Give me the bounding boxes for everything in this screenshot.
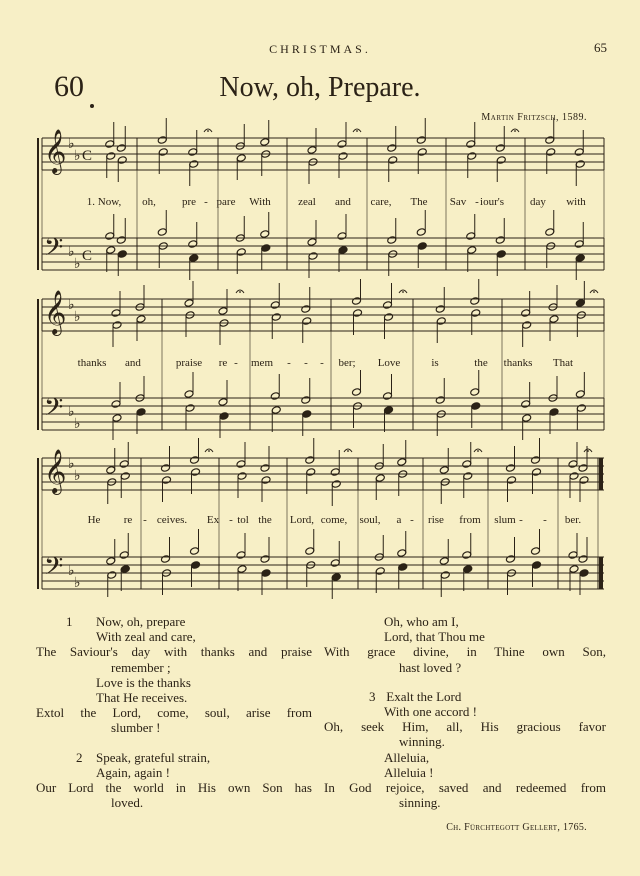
stanza-column-left [36, 614, 312, 810]
note-head [522, 414, 532, 423]
note-head [338, 152, 348, 161]
stanza-3-line-3: Oh, seek Him, all, His gracious favor [324, 719, 606, 735]
note-head [575, 390, 585, 399]
note-head [189, 254, 199, 263]
note-head [576, 404, 586, 413]
note-head [271, 313, 281, 322]
note-head [532, 468, 542, 477]
note-head [384, 406, 394, 415]
note-head [471, 402, 481, 411]
note-head [188, 240, 198, 249]
lyric-syllable: from [459, 514, 481, 526]
fermata-dot [402, 291, 404, 293]
stanza-1-line-4: remember ; [111, 659, 171, 675]
note-head [190, 456, 200, 465]
note-head [384, 313, 394, 322]
note-head [506, 555, 516, 564]
page-number: 65 [594, 40, 607, 55]
lyric-syllable: come, [320, 514, 348, 526]
lyric-syllable: - [410, 514, 414, 526]
lyric-syllable: and [335, 196, 351, 208]
note-head [120, 472, 130, 481]
note-head [578, 555, 588, 564]
note-head [496, 156, 506, 165]
flat-sign: ♭ [68, 297, 75, 313]
note-head [337, 140, 347, 149]
lyric-syllable: - [304, 357, 308, 369]
fermata-dot [347, 450, 349, 452]
stanza-3-line-4: winning. [399, 734, 445, 750]
note-head [191, 468, 201, 477]
note-head [416, 136, 426, 145]
lyric-syllable: the [474, 357, 488, 369]
stanza-1-line-8: slumber ! [111, 720, 161, 736]
note-head [117, 250, 127, 259]
lyric-syllable: Ex [206, 514, 220, 526]
stanza-2-line-2: Again, again ! [96, 764, 171, 780]
stanza-2-line-8: hast loved ? [399, 659, 462, 675]
note-head [462, 460, 472, 469]
note-head [462, 551, 472, 560]
lyric-syllable: soul, [359, 514, 381, 526]
note-head [301, 305, 311, 314]
hymn-number: 60 [54, 70, 84, 103]
note-head [439, 557, 449, 566]
lyric-syllable: ber. [564, 514, 582, 526]
note-head [136, 408, 146, 417]
lyric-syllable: mem [251, 357, 273, 369]
underlay-system-1 [0, 196, 640, 212]
note-head [112, 414, 122, 423]
hymn-title: Now, oh, Prepare. [219, 72, 421, 103]
note-head [568, 551, 578, 560]
note-head [106, 557, 116, 566]
note-head [330, 559, 340, 568]
note-head [236, 551, 246, 560]
note-head [435, 396, 445, 405]
note-head [569, 472, 579, 481]
lyric-syllable: re [123, 514, 133, 526]
lyric-syllable: rise [428, 514, 444, 526]
composer-credit: Martin Fritzsch, 1589. [481, 112, 587, 123]
note-head [575, 160, 585, 169]
note-head [261, 569, 271, 578]
stanza-1-line-7: Extol the Lord, come, soul, arise from [36, 705, 312, 721]
stanza-1-line-2: With zeal and care, [96, 629, 196, 645]
lyric-syllable: zeal [298, 196, 316, 208]
note-head [236, 154, 246, 163]
flat-sign: ♭ [68, 136, 75, 152]
fermata-dot [356, 130, 358, 132]
note-head [270, 392, 280, 401]
note-head [507, 476, 517, 485]
note-head [120, 565, 130, 574]
note-head [417, 148, 427, 157]
note-head [397, 549, 407, 558]
flat-sign: ♭ [74, 309, 81, 325]
bass-clef: 𝄢 [44, 233, 64, 268]
note-head [579, 569, 589, 578]
note-head [106, 466, 116, 475]
stanza-2-line-3: Our Lord the world in His own Son has [36, 780, 312, 796]
note-head [302, 410, 312, 419]
note-head [352, 388, 362, 397]
note-head [569, 565, 579, 574]
note-head [218, 307, 228, 316]
note-head [237, 565, 247, 574]
lyric-syllable: care, [370, 196, 392, 208]
lyric-syllable: - [320, 357, 324, 369]
fermata-dot [587, 450, 589, 452]
note-head [375, 567, 385, 576]
note-head [236, 248, 246, 257]
lyric-syllable: That [552, 357, 574, 369]
note-head [302, 317, 312, 326]
lyric-syllable: tol [237, 514, 249, 526]
note-head [191, 561, 201, 570]
fermata-dot [208, 450, 210, 452]
note-head [463, 472, 473, 481]
stanza-2-line-6: Lord, that Thou me [384, 629, 485, 645]
lyric-syllable: - [287, 357, 291, 369]
note-head [545, 228, 555, 237]
note-head [575, 254, 585, 263]
lyric-syllable: thanks [503, 357, 533, 369]
fermata-dot [514, 130, 516, 132]
stanza-3-line-6: Alleluia ! [384, 764, 434, 780]
note-head [157, 228, 167, 237]
running-title: CHRISTMAS. [269, 42, 371, 56]
note-head [549, 408, 559, 417]
note-head [119, 460, 129, 469]
fermata-dot [239, 291, 241, 293]
flat-sign: ♭ [68, 563, 75, 579]
note-head [305, 547, 315, 556]
note-head [338, 246, 348, 255]
note-head [136, 315, 146, 324]
lyric-syllable: - [475, 196, 479, 208]
note-head [531, 456, 541, 465]
note-head [271, 406, 281, 415]
flat-sign: ♭ [74, 416, 81, 432]
note-head [161, 555, 171, 564]
note-head [261, 476, 271, 485]
author-credit: Ch. Fürchtegott Gellert, 1765. [446, 822, 587, 833]
lyric-syllable: Love [377, 357, 401, 369]
lyric-syllable: Sav [449, 196, 467, 208]
note-head [184, 390, 194, 399]
stanza-3-line-1: 3 Exalt the Lord [369, 688, 462, 704]
note-head [568, 460, 578, 469]
note-head [116, 236, 126, 245]
note-head [574, 148, 584, 157]
note-head [495, 144, 505, 153]
note-head [466, 140, 476, 149]
underlay-system-3 [0, 514, 640, 530]
note-head [546, 148, 556, 157]
note-head [189, 160, 199, 169]
flat-sign: ♭ [74, 148, 81, 164]
stanza-3-line-2: With one accord ! [384, 704, 477, 720]
note-head [466, 232, 476, 241]
lyric-syllable: pare [216, 196, 236, 208]
stanza-1-line-6: That He receives. [96, 690, 188, 706]
lyric-syllable: - [204, 196, 208, 208]
lyric-syllable: The [410, 196, 428, 208]
fermata-dot [207, 130, 209, 132]
bass-clef: 𝄢 [44, 393, 64, 428]
note-head [307, 146, 317, 155]
note-head [105, 232, 115, 241]
lyric-syllable: praise [175, 357, 203, 369]
note-head [117, 156, 127, 165]
note-head [435, 305, 445, 314]
note-head [383, 301, 393, 310]
note-head [331, 573, 341, 582]
note-head [574, 240, 584, 249]
note-head [352, 297, 362, 306]
note-head [305, 456, 315, 465]
lyric-syllable: - [229, 514, 233, 526]
flat-sign: ♭ [68, 244, 75, 260]
lyric-syllable: He [87, 514, 101, 526]
note-head [331, 480, 341, 489]
note-head [119, 551, 129, 560]
note-head [161, 464, 171, 473]
note-head [307, 238, 317, 247]
stanza-2-line-4: loved. [111, 795, 144, 811]
stanza-1-line-1: 1 Now, oh, prepare [66, 614, 186, 629]
note-head [308, 252, 318, 261]
note-head [545, 136, 555, 145]
note-head [301, 396, 311, 405]
note-head [111, 309, 121, 318]
note-head [260, 464, 270, 473]
stanza-column-right [324, 614, 606, 810]
note-head [157, 136, 167, 145]
note-head [549, 315, 559, 324]
lyric-syllable: iour's [480, 196, 504, 208]
flat-sign: ♭ [68, 456, 75, 472]
stanza-2-line-7: With grace divine, in Thine own Son, [324, 644, 606, 660]
fermata-dot [593, 291, 595, 293]
note-head [162, 476, 172, 485]
lyric-syllable: - [234, 357, 238, 369]
note-head [521, 309, 531, 318]
note-head [116, 144, 126, 153]
note-head [575, 299, 585, 308]
note-head [185, 404, 195, 413]
treble-clef: 𝄞 [44, 290, 67, 334]
stanza-3-line-8: sinning. [399, 795, 441, 811]
final-bar [599, 557, 603, 589]
stanza-3-line-5: Alleluia, [384, 749, 430, 765]
note-head [417, 242, 427, 251]
flat-sign: ♭ [68, 404, 75, 420]
note-head [398, 563, 408, 572]
note-head [106, 152, 116, 161]
treble-clef: 𝄞 [44, 129, 67, 173]
lyric-syllable: oh, [142, 196, 156, 208]
note-head [387, 236, 397, 245]
note-head [506, 464, 516, 473]
time-signature: C [82, 148, 93, 164]
note-head [158, 148, 168, 157]
note-head [112, 321, 122, 330]
final-bar [599, 458, 603, 490]
note-head [190, 547, 200, 556]
note-head [388, 156, 398, 165]
lyric-syllable: and [125, 357, 141, 369]
note-head [236, 460, 246, 469]
note-head [521, 400, 531, 409]
flat-sign: ♭ [74, 256, 81, 272]
note-head [260, 230, 270, 239]
note-head [260, 138, 270, 147]
note-head [470, 297, 480, 306]
stanza-1-line-3: The Saviour's day with thanks and praise [36, 644, 312, 660]
note-head [531, 547, 541, 556]
lyric-syllable: Lord, [289, 514, 315, 526]
note-head [463, 565, 473, 574]
note-head [579, 476, 589, 485]
note-head [375, 474, 385, 483]
note-head [261, 244, 271, 253]
time-signature: C [82, 248, 93, 264]
note-head [111, 400, 121, 409]
note-head [495, 236, 505, 245]
stanza-2-line-1: 2 Speak, grateful strain, [76, 749, 211, 765]
note-head [260, 555, 270, 564]
note-head [107, 571, 117, 580]
note-head [471, 309, 481, 318]
lyric-syllable: is [431, 357, 439, 369]
note-head [337, 232, 347, 241]
note-head [188, 148, 198, 157]
fermata-dot [477, 450, 479, 452]
lyric-syllable: re [218, 357, 228, 369]
underlay-system-2 [0, 357, 640, 373]
stanza-3-line-7: In God rejoice, saved and redeemed from [324, 780, 606, 796]
note-head [383, 392, 393, 401]
note-head [219, 412, 229, 421]
lyric-syllable: With [249, 196, 271, 208]
lyric-syllable: ceives. [156, 514, 188, 526]
bass-clef: 𝄢 [44, 552, 64, 587]
lyric-syllable: - [543, 514, 547, 526]
lyric-syllable: pre [181, 196, 197, 208]
lyric-syllable: with [566, 196, 586, 208]
note-head [578, 464, 588, 473]
note-head [218, 398, 228, 407]
lyric-syllable: 1. Now, [86, 196, 122, 208]
lyric-syllable: a [396, 514, 402, 526]
note-head [353, 309, 363, 318]
note-head [387, 144, 397, 153]
stanza-1-line-5: Love is the thanks [96, 674, 191, 690]
lyric-syllable: ber; [338, 357, 356, 369]
note-head [440, 571, 450, 580]
lyric-syllable: day [530, 196, 546, 208]
note-head [439, 466, 449, 475]
note-head [467, 152, 477, 161]
note-head [467, 246, 477, 255]
note-head [397, 458, 407, 467]
note-head [106, 246, 116, 255]
treble-clef: 𝄞 [44, 449, 67, 493]
note-head [416, 228, 426, 237]
lyric-syllable: - [143, 514, 147, 526]
note-head [532, 561, 542, 570]
note-head [436, 317, 446, 326]
note-head [237, 472, 247, 481]
lyric-syllable: - [519, 514, 523, 526]
note-head [184, 299, 194, 308]
note-head [522, 321, 532, 330]
lyric-syllable: slum [494, 514, 516, 526]
lyric-syllable: thanks [77, 357, 107, 369]
note-head [470, 388, 480, 397]
note-head [330, 468, 340, 477]
flat-sign: ♭ [74, 575, 81, 591]
note-head [270, 301, 280, 310]
flat-sign: ♭ [74, 468, 81, 484]
note-head [496, 250, 506, 259]
lyric-syllable: the [258, 514, 272, 526]
note-head [105, 140, 115, 149]
stanza-2-line-5: Oh, who am I, [384, 614, 459, 629]
note-head [306, 468, 316, 477]
